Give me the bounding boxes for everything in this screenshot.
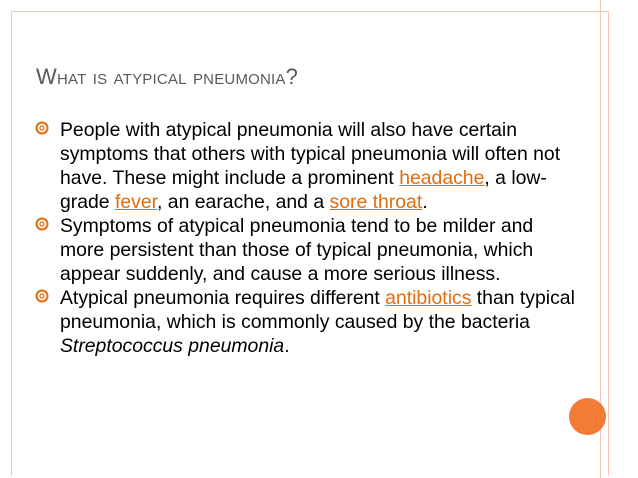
antibiotics-link[interactable]: antibiotics (385, 287, 472, 309)
italic-text: Streptococcus pneumonia (60, 335, 285, 357)
ring-bullet-icon (34, 216, 50, 232)
text-segment: People with atypical pneumonia will also have certain symptoms that others with typical pneumonia will often not have. These might include a prominent (60, 119, 561, 189)
bullet-text (60, 287, 575, 357)
text-segment: . (422, 191, 428, 213)
text-segment: Symptoms of atypical pneumonia tend to be milder and more persistent than those of typical pneumonia, which appear suddenly, and cause a more serious illness. (60, 215, 534, 285)
bullet-text (60, 215, 533, 285)
bullet-text (60, 119, 560, 213)
bullet-item (32, 286, 577, 358)
fever-link[interactable]: fever (114, 191, 158, 213)
text-segment: , a low-grade (60, 167, 547, 213)
headache-link[interactable]: headache (399, 167, 485, 189)
sore-throat-link[interactable]: sore throat (329, 191, 423, 213)
text-segment: Atypical pneumonia requires different (60, 287, 386, 309)
bullet-list (32, 118, 577, 358)
ring-bullet-icon (34, 120, 50, 136)
ring-bullet-icon (34, 288, 50, 304)
slide-title: What is atypical pneumonia? (36, 64, 299, 89)
text-segment: . (284, 335, 290, 357)
bullet-item (32, 118, 577, 214)
text-segment: than typical pneumonia, which is commonly caused by the bacteria (60, 287, 575, 333)
text-segment: , an earache, and a (157, 191, 330, 213)
bullet-item (32, 214, 577, 286)
accent-circle (569, 398, 606, 435)
